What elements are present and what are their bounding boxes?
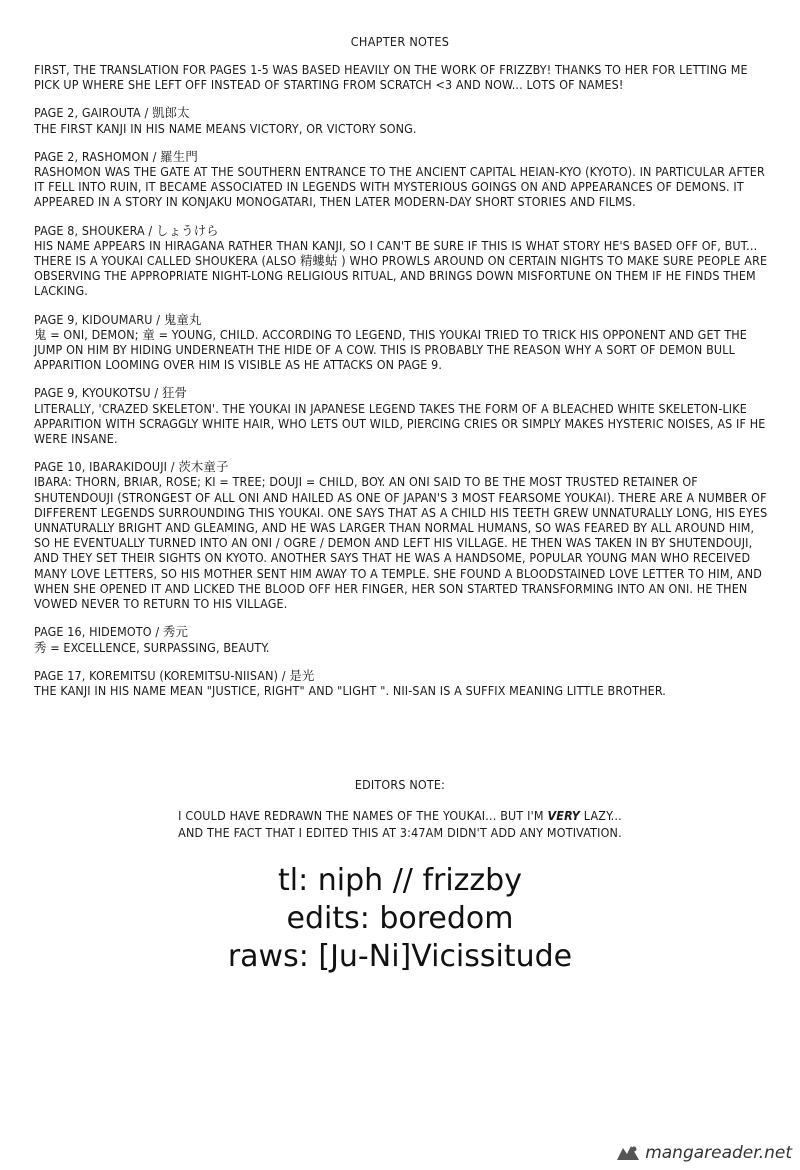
note-body: 鬼 = ONI, DEMON; 童 = YOUNG, CHILD. ACCORDING TO LEGEND, THIS YOUKAI TRIED TO TRICK HIS OPPONENT AND GET THE JUMP ON HIM BY HIDING UNDERNEATH THE HIDE OF A COW. THIS IS PROBABLY THE REASON WHY A SORT OF DEMON BULL APPARITION LOOMING OVER HIM IS VISIBLE AS HE ATTACKS ON PAGE 9. [34, 326, 747, 373]
note-title: PAGE 16, HIDEMOTO / 秀元 [34, 624, 189, 640]
note-title: PAGE 17, KOREMITSU (KOREMITSU-NIISAN) / 是光 [34, 667, 315, 683]
note-title: PAGE 9, KIDOUMARU / 鬼童丸 [34, 311, 202, 327]
note-entry-hidemoto [34, 624, 774, 654]
note-title: PAGE 8, SHOUKERA / しょうけら [34, 222, 219, 238]
editors-note-emphasis: VERY [547, 808, 581, 823]
note-title: PAGE 2, RASHOMON / 羅生門 [34, 148, 198, 164]
note-entry-rashomon [34, 149, 774, 210]
note-title: PAGE 10, IBARAKIDOUJI / 茨木童子 [34, 459, 229, 475]
credit-translator: tl: niph // frizzby [278, 863, 522, 898]
credits-block [0, 862, 800, 976]
note-entry-shoukera [34, 223, 774, 299]
note-title: PAGE 2, GAIROUTA / 凱郎太 [34, 105, 190, 121]
note-entry-gairouta [34, 105, 774, 135]
editors-note-text: I COULD HAVE REDRAWN THE NAMES OF THE YOUKAI... BUT I'M [178, 808, 548, 823]
editors-note-text: LAZY... [580, 808, 622, 823]
note-body: 秀 = EXCELLENCE, SURPASSING, BEAUTY. [34, 639, 270, 655]
mangareader-logo-icon [615, 1142, 641, 1164]
watermark-text: mangareader.net [645, 1143, 792, 1163]
note-entry-ibarakidouji [34, 459, 774, 611]
note-body: IBARA: THORN, BRIAR, ROSE; KI = TREE; DOUJI = CHILD, BOY. AN ONI SAID TO BE THE MOST TRUSTED RETAINER OF SHUTENDOUJI (STRONGEST OF ALL ONI AND HAILED AS ONE OF JAPAN'S 3 MOST FEARSOME YOUKAI). THERE ARE A NUMBER OF DIFFERENT LEGENDS SURROUNDING THIS YOUKAI. ONE SAYS THAT AS A CHILD HIS TEETH GREW UNNATURALLY LONG, HIS EYES UNNATURALLY BRIGHT AND GLEAMING, AND HE WAS LARGER THAN NORMAL HUMANS, SO WAS FEARED BY ALL AROUND HIM, SO HE EVENTUALLY TURNED INTO AN ONI / OGRE / DEMON AND LEFT HIS VILLAGE. HE THEN WAS TAKEN IN BY SHUTENDOUJI, AND THEY SET THEIR SIGHTS ON KYOTO. ANOTHER SAYS THAT HE WAS A HANDSOME, POPULAR YOUNG MAN WHO RECEIVED MANY LOVE LETTERS, SO HIS MOTHER SENT HIM AWAY TO A TEMPLE. SHE FOUND A BLOODSTAINED LOVE LETTER TO HIM, AND WHEN SHE OPENED IT AND LICKED THE BLOOD OFF HER FINGER, HER SON STARTED TRANSFORMING INTO AN ONI. HE THEN VOWED NEVER TO RETURN TO HIS VILLAGE. [34, 474, 768, 612]
note-body: LITERALLY, 'CRAZED SKELETON'. THE YOUKAI IN JAPANESE LEGEND TAKES THE FORM OF A BLEACHED WHITE SKELETON-LIKE APPARITION WITH SCRAGGLY WHITE HAIR, WHO LETS OUT WILD, PIERCING CRIES OR SIMPLY MAKES HYSTERIC NOISES, AS IF HE WERE INSANE. [34, 400, 766, 447]
note-title: PAGE 9, KYOUKOTSU / 狂骨 [34, 385, 188, 401]
site-watermark [615, 1142, 792, 1164]
note-body: HIS NAME APPEARS IN HIRAGANA RATHER THAN KANJI, SO I CAN'T BE SURE IF THIS IS WHAT STORY HE'S BASED OFF OF, BUT... THERE IS A YOUKAI CALLED SHOUKERA (ALSO 精螻蛄 ) WHO PROWLS AROUND ON CERTAIN NIGHTS TO MAKE SURE PEOPLE ARE OBSERVING THE APPROPRIATE NIGHT-LONG RELIGIOUS RITUAL, AND BRINGS DOWN MISFORTUNE ON THEM IF HE FINDS THEM LACKING. [34, 237, 768, 299]
note-entry-koremitsu [34, 668, 774, 698]
note-body: RASHOMON WAS THE GATE AT THE SOUTHERN ENTRANCE TO THE ANCIENT CAPITAL HEIAN-KYO (KYOTO). IN PARTICULAR AFTER IT FELL INTO RUIN, IT BECAME ASSOCIATED IN LEGENDS WITH MYSTERIOUS GOINGS ON AND APPEARANCES OF DEMONS. IT APPEARED IN A STORY IN KONJAKU MONOGATARI, THEN LATER MODERN-DAY SHORT STORIES AND FILMS. [34, 164, 765, 210]
editors-note [0, 776, 800, 841]
credit-editor: edits: boredom [286, 901, 514, 936]
notes-body [34, 62, 774, 711]
credit-raws: raws: [Ju-Ni]Vicissitude [227, 939, 573, 974]
editors-note-heading: EDITORS NOTE: [354, 777, 446, 792]
note-body: THE KANJI IN HIS NAME MEAN "JUSTICE, RIGHT" AND "LIGHT ". NII-SAN IS A SUFFIX MEANING LITTLE BROTHER. [34, 682, 666, 698]
note-entry-kidoumaru [34, 312, 774, 373]
editors-note-line-1 [0, 807, 800, 824]
intro-paragraph: FIRST, THE TRANSLATION FOR PAGES 1-5 WAS BASED HEAVILY ON THE WORK OF FRIZZBY! THANKS TO HER FOR LETTING ME PICK UP WHERE SHE LEFT OFF INSTEAD OF STARTING FROM SCRATCH <3 AND NOW... LOTS OF NAMES! [34, 62, 748, 93]
editors-note-line-2: AND THE FACT THAT I EDITED THIS AT 3:47AM DIDN'T ADD ANY MOTIVATION. [178, 825, 622, 840]
note-body: THE FIRST KANJI IN HIS NAME MEANS VICTORY, OR VICTORY SONG. [34, 120, 417, 136]
page-title: CHAPTER NOTES [350, 34, 450, 49]
note-entry-kyoukotsu [34, 385, 774, 446]
